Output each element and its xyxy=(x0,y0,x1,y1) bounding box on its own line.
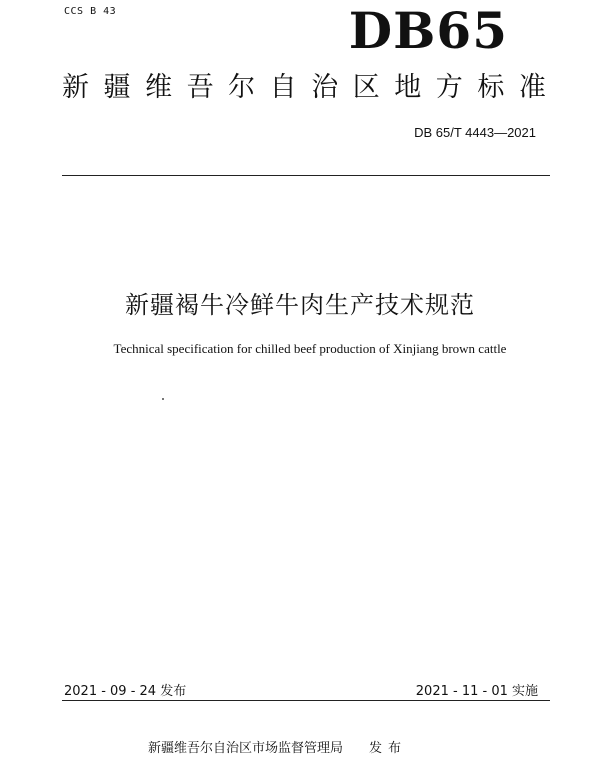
standard-type-char: 准 xyxy=(518,72,546,103)
standard-type-char: 维 xyxy=(145,72,173,103)
standard-type-char: 吾 xyxy=(186,72,214,103)
issuer-name: 新疆维吾尔自治区市场监督管理局 xyxy=(148,741,344,756)
standard-type-char: 区 xyxy=(352,72,380,103)
issue-label: 发布 xyxy=(369,741,408,756)
standard-type-char: 地 xyxy=(394,72,422,103)
standard-type-char: 自 xyxy=(269,72,297,103)
standard-type-char: 治 xyxy=(311,72,339,103)
standard-type-char: 尔 xyxy=(228,72,256,103)
standard-type-heading xyxy=(62,72,546,104)
document-title-chinese: 新疆褐牛冷鲜牛肉生产技术规范 xyxy=(125,291,475,319)
standard-type-char: 疆 xyxy=(103,72,131,103)
issuer-line xyxy=(148,737,407,756)
release-date: 2021 - 09 - 24 发布 xyxy=(64,684,187,699)
footer-divider xyxy=(62,700,550,701)
standard-type-char: 新 xyxy=(62,72,89,103)
implementation-date: 2021 - 11 - 01 实施 xyxy=(415,684,538,699)
scan-speck xyxy=(162,398,164,400)
standard-type-char: 方 xyxy=(435,72,463,103)
ccs-code: CCS B 43 xyxy=(64,6,117,17)
header-divider xyxy=(62,175,550,176)
standard-number: DB 65/T 4443—2021 xyxy=(414,125,536,140)
standard-type-char: 标 xyxy=(477,72,505,103)
document-title-english: Technical specification for chilled beef production of Xinjiang brown cattle xyxy=(113,341,507,356)
db65-logo: DB65 xyxy=(348,1,508,60)
